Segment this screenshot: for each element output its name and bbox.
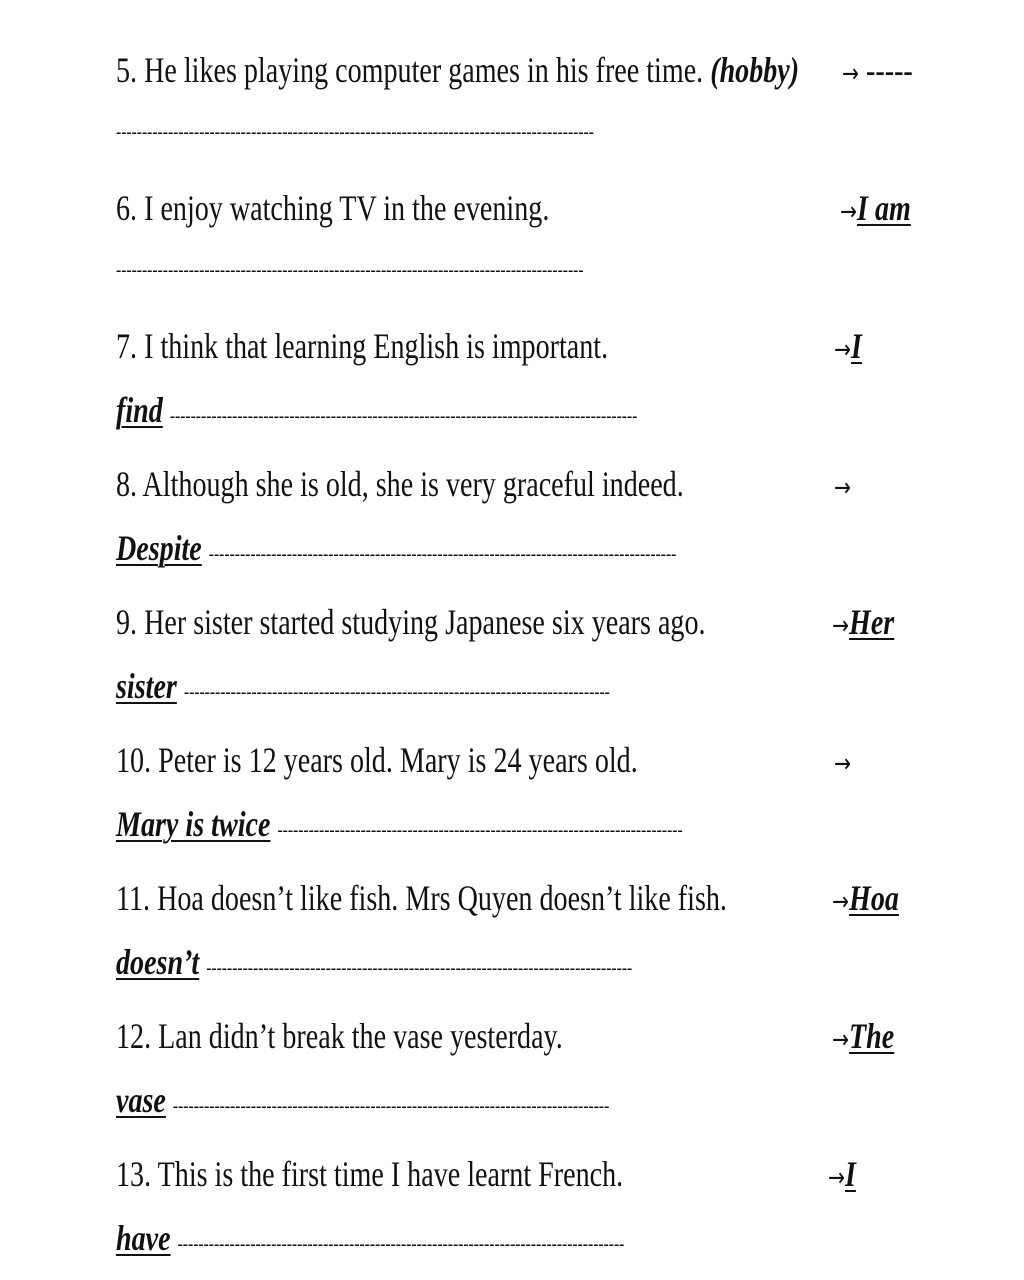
item-10-arrow-cell	[834, 738, 851, 786]
answer-blank: --------------------------------------------------------------------------------------------	[116, 121, 594, 143]
item-8-arrow-cell	[834, 462, 851, 510]
arrow-icon: →	[834, 335, 852, 365]
item-8-question	[116, 462, 684, 506]
answer-blank: ------------------------------------------------------------------------------------------	[208, 543, 677, 565]
arrow-icon: →	[842, 59, 860, 89]
item-5-question	[116, 48, 799, 92]
item-cue: I	[845, 1154, 856, 1194]
item-number: 6.	[116, 188, 138, 228]
item-number: 11.	[116, 878, 151, 918]
item-9-arrow-cell	[832, 600, 894, 648]
item-sentence: Although she is old, she is very graceful indeed.	[142, 464, 684, 504]
item-5-arrow-cell	[842, 48, 913, 96]
item-5-answer-line[interactable]	[116, 120, 594, 144]
arrow-icon: →	[832, 887, 850, 917]
item-6-answer-line[interactable]	[116, 258, 584, 282]
item-8-answer-line[interactable]	[116, 526, 676, 576]
arrow-icon: →	[832, 1025, 850, 1055]
item-cue-line2: doesn’t	[116, 942, 200, 982]
item-11-question	[116, 876, 727, 920]
item-13-answer-line[interactable]	[116, 1216, 624, 1266]
answer-blank: --------------------------------------------------------------------------------------	[177, 1233, 625, 1255]
item-9-question	[116, 600, 706, 644]
item-sentence: This is the first time I have learnt French.	[157, 1154, 624, 1194]
answer-blank: ------------------------------------------------------------------------------------------	[116, 259, 584, 281]
item-cue-line2: sister	[116, 666, 177, 706]
arrow-icon: →	[834, 473, 852, 503]
item-sentence: I think that learning English is important.	[144, 326, 609, 366]
item-sentence: Lan didn’t break the vase yesterday.	[158, 1016, 563, 1056]
item-number: 8.	[116, 464, 138, 504]
item-sentence: He likes playing computer games in his free time.	[144, 50, 704, 90]
item-cue-line2: Despite	[116, 528, 202, 568]
item-hint: (hobby)	[710, 50, 800, 90]
item-7-answer-line[interactable]	[116, 388, 637, 438]
item-11-arrow-cell	[832, 876, 899, 924]
item-13-arrow-cell	[828, 1152, 856, 1200]
item-number: 9.	[116, 602, 138, 642]
item-cue-line2: find	[116, 390, 163, 430]
arrow-icon: →	[832, 611, 850, 641]
item-cue-line2: Mary is twice	[116, 804, 271, 844]
item-number: 12.	[116, 1016, 152, 1056]
item-cue: The	[849, 1016, 895, 1056]
item-12-question	[116, 1014, 563, 1058]
item-tail-dashes: -----	[866, 50, 913, 90]
item-sentence: Peter is 12 years old. Mary is 24 years old.	[158, 740, 638, 780]
item-number: 10.	[116, 740, 152, 780]
item-sentence: Hoa doesn’t like fish. Mrs Quyen doesn’t like fish.	[157, 878, 727, 918]
item-10-question	[116, 738, 638, 782]
item-cue-line2: have	[116, 1218, 171, 1258]
item-6-arrow-cell	[840, 186, 911, 234]
item-cue-line2: vase	[116, 1080, 166, 1120]
item-12-arrow-cell	[832, 1014, 894, 1062]
answer-blank: ------------------------------------------------------------------------------	[277, 819, 683, 841]
item-13-question	[116, 1152, 623, 1196]
item-cue: Her	[849, 602, 895, 642]
item-cue: I am	[857, 188, 911, 228]
item-cue: I	[851, 326, 862, 366]
item-11-answer-line[interactable]	[116, 940, 632, 990]
answer-blank: ------------------------------------------------------------------------------------------	[169, 405, 638, 427]
item-9-answer-line[interactable]	[116, 664, 610, 714]
item-number: 5.	[116, 50, 138, 90]
answer-blank: ----------------------------------------------------------------------------------	[206, 957, 633, 979]
item-number: 7.	[116, 326, 138, 366]
item-cue: Hoa	[849, 878, 899, 918]
arrow-icon: →	[828, 1163, 846, 1193]
item-number: 13.	[116, 1154, 152, 1194]
item-12-answer-line[interactable]	[116, 1078, 609, 1128]
item-sentence: Her sister started studying Japanese six years ago.	[144, 602, 706, 642]
item-7-arrow-cell	[834, 324, 862, 372]
item-10-answer-line[interactable]	[116, 802, 683, 852]
answer-blank: ----------------------------------------------------------------------------------	[183, 681, 610, 703]
arrow-icon: →	[834, 749, 852, 779]
arrow-icon: →	[840, 197, 858, 227]
item-sentence: I enjoy watching TV in the evening.	[144, 188, 550, 228]
answer-blank: ------------------------------------------------------------------------------------	[172, 1095, 610, 1117]
item-7-question	[116, 324, 608, 368]
item-6-question	[116, 186, 549, 230]
